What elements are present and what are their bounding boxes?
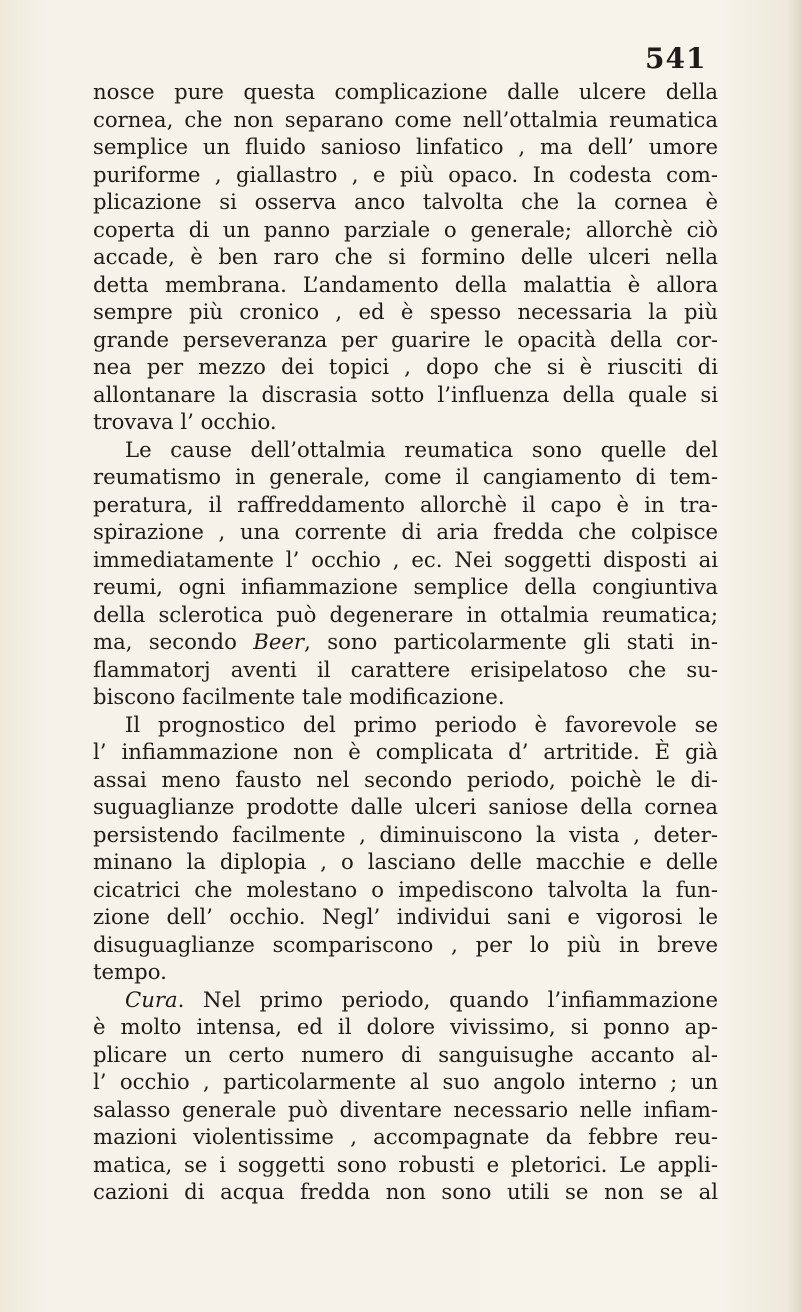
text-line xyxy=(93,271,718,299)
italic-text: Beer xyxy=(253,629,305,654)
line-text: cornea, che non separano come nell’ottalmia reumatica xyxy=(93,106,718,132)
text-line xyxy=(93,656,718,684)
text-line xyxy=(93,711,718,739)
line-text: plicazione si osserva anco talvolta che la cornea è xyxy=(93,189,718,214)
line-text: puriforme , giallastro , e più opaco. In codesta com- xyxy=(93,161,718,187)
text-line xyxy=(93,1123,718,1151)
line-text: cazioni di acqua fredda non sono utili se non se al xyxy=(93,1179,718,1204)
text-line xyxy=(93,78,718,106)
line-text: allontanare la discrasia sotto l’influenza della quale si xyxy=(93,381,718,407)
text-line xyxy=(93,408,718,436)
line-text: coperta di un panno parziale o generale; allorchè ciò xyxy=(93,216,718,242)
text-line xyxy=(93,298,718,326)
line-text: peratura, il raffreddamento allorchè il capo è in tra- xyxy=(93,491,718,517)
text-line xyxy=(93,216,718,244)
line-text: salasso generale può diventare necessario nelle infiam- xyxy=(93,1096,718,1122)
line-text: detta membrana. L’andamento della malattia è allora xyxy=(93,271,718,297)
line-text: disuguaglianze scompariscono , per lo più in breve xyxy=(93,931,718,957)
text-line xyxy=(93,601,718,629)
text-line xyxy=(93,986,718,1014)
line-text: sempre più cronico , ed è spesso necessaria la più xyxy=(93,299,718,324)
line-text: . Nel primo periodo, quando l’infiammazione xyxy=(177,986,718,1012)
line-text: Il prognostico del primo periodo è favorevole se xyxy=(125,711,718,737)
line-text: suguaglianze prodotte dalle ulceri saniose della cornea xyxy=(93,794,718,819)
line-text: biscono facilmente tale modificazione. xyxy=(93,684,505,709)
line-text: persistendo facilmente , diminuiscono la vista , deter- xyxy=(93,821,718,847)
text-line xyxy=(93,518,718,546)
text-line xyxy=(93,491,718,519)
line-text: spirazione , una corrente di aria fredda che colpisce xyxy=(93,519,718,544)
text-line xyxy=(93,436,718,464)
line-text: Le cause dell’ottalmia reumatica sono quelle del xyxy=(125,436,718,462)
line-text: reumi, ogni infiammazione semplice della congiuntiva xyxy=(93,574,718,599)
line-text: ma, secondo xyxy=(93,629,254,654)
line-text: accade, è ben raro che si formino delle ulceri nella xyxy=(93,244,718,269)
text-line xyxy=(93,821,718,849)
line-text: zione dell’ occhio. Negl’ individui sani e vigorosi le xyxy=(93,904,718,929)
text-line xyxy=(93,463,718,491)
text-line xyxy=(93,573,718,601)
text-line xyxy=(93,1178,718,1206)
text-line xyxy=(93,876,718,904)
text-line xyxy=(93,133,718,161)
text-line xyxy=(93,1151,718,1179)
line-text: minano la diplopia , o lasciano delle macchie e delle xyxy=(93,849,718,874)
line-text: plicare un certo numero di sanguisughe accanto al- xyxy=(93,1041,718,1067)
line-text: reumatismo in generale, come il cangiamento di tem- xyxy=(93,464,718,489)
line-text: è molto intensa, ed il dolore vivissimo, si ponno ap- xyxy=(93,1014,718,1039)
line-text: nosce pure questa complicazione dalle ulcere della xyxy=(93,79,718,104)
text-line xyxy=(93,683,718,711)
line-text: grande perseveranza per guarire le opacità della cor- xyxy=(93,326,718,352)
text-line xyxy=(93,546,718,574)
text-line xyxy=(93,1013,718,1041)
text-line xyxy=(93,903,718,931)
line-text: tempo. xyxy=(93,959,167,984)
page-number: 541 xyxy=(645,42,707,75)
line-text: assai meno fausto nel secondo periodo, poichè le di- xyxy=(93,766,718,792)
text-line xyxy=(93,738,718,766)
italic-text: Cura xyxy=(125,986,178,1012)
body-text xyxy=(93,78,718,1206)
line-text: immediatamente l’ occhio , ec. Nei soggetti disposti ai xyxy=(93,546,718,572)
line-text: nea per mezzo dei topici , dopo che si è riusciti di xyxy=(93,354,718,379)
line-text: matica, se i soggetti sono robusti e pletorici. Le appli- xyxy=(93,1151,718,1177)
text-line xyxy=(93,958,718,986)
line-text: l’ occhio , particolarmente al suo angolo interno ; un xyxy=(93,1069,718,1094)
text-line xyxy=(93,1096,718,1124)
line-text: della sclerotica può degenerare in ottalmia reumatica; xyxy=(93,601,718,627)
text-line xyxy=(93,243,718,271)
text-line xyxy=(93,628,718,656)
text-line xyxy=(93,326,718,354)
text-line xyxy=(93,1041,718,1069)
line-text: cicatrici che molestano o impediscono talvolta la fun- xyxy=(93,876,718,902)
text-line xyxy=(93,381,718,409)
text-line xyxy=(93,188,718,216)
line-text: mazioni violentissime , accompagnate da febbre reu- xyxy=(93,1124,718,1149)
line-text: trovava l’ occhio. xyxy=(93,409,277,434)
text-line xyxy=(93,931,718,959)
text-line xyxy=(93,848,718,876)
text-line xyxy=(93,106,718,134)
text-line xyxy=(93,793,718,821)
text-line xyxy=(93,353,718,381)
text-line xyxy=(93,161,718,189)
page-edge-shadow xyxy=(787,0,801,1312)
line-text: , sono particolarmente gli stati in- xyxy=(304,629,718,654)
text-line xyxy=(93,1068,718,1096)
text-line xyxy=(93,766,718,794)
line-text: flammatorj aventi il carattere erisipelatoso che su- xyxy=(93,656,718,682)
line-text: l’ infiammazione non è complicata d’ artritide. È già xyxy=(93,739,718,764)
line-text: semplice un fluido sanioso linfatico , ma dell’ umore xyxy=(93,134,718,159)
